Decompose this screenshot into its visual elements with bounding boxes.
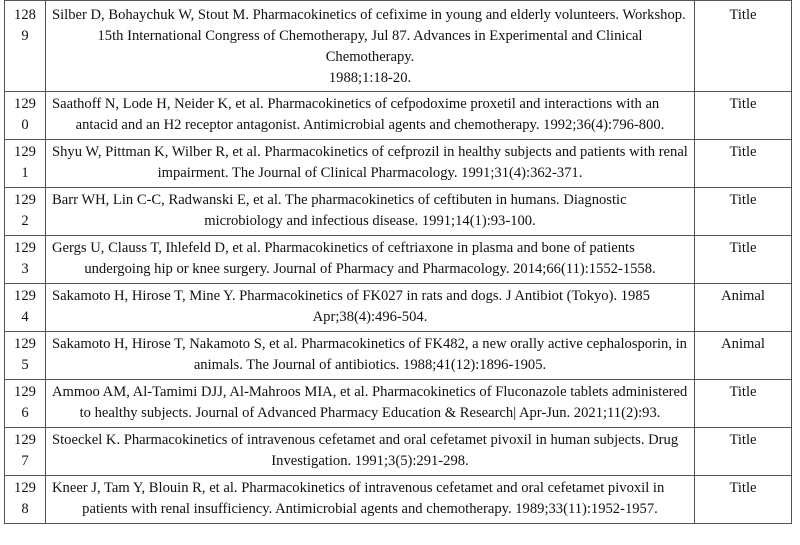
reference-text (46, 1, 695, 92)
row-number-part-a: 128 (14, 7, 36, 23)
row-number (5, 380, 46, 428)
row-number-part-b: 4 (21, 309, 29, 325)
table-row (5, 476, 792, 524)
row-number (5, 236, 46, 284)
category-label: Title (695, 92, 792, 140)
reference-text (46, 476, 695, 524)
reference-line: patients with renal insufficiency. Antimicrobial agents and chemotherapy. 1989;33(11):1952-1957. (82, 501, 658, 517)
row-number-part-b: 6 (21, 405, 29, 421)
reference-text (46, 140, 695, 188)
reference-line: to healthy subjects. Journal of Advanced Pharmacy Education & Research| Apr-Jun. 2021;11(2):93. (79, 405, 661, 421)
reference-line: Sakamoto H, Hirose T, Nakamoto S, et al. Pharmacokinetics of FK482, a new orally active cephalosporin, in (52, 336, 687, 352)
category-label: Title (695, 428, 792, 476)
table-row (5, 332, 792, 380)
category-label: Title (695, 188, 792, 236)
row-number-part-a: 129 (14, 384, 36, 400)
category-label: Animal (695, 332, 792, 380)
row-number (5, 428, 46, 476)
reference-line: animals. The Journal of antibiotics. 1988;41(12):1896-1905. (193, 357, 547, 373)
row-number-part-b: 3 (21, 261, 29, 277)
reference-text (46, 284, 695, 332)
table-row (5, 380, 792, 428)
reference-line: microbiology and infectious disease. 1991;14(1):93-100. (204, 213, 536, 229)
reference-line: Gergs U, Clauss T, Ihlefeld D, et al. Pharmacokinetics of ceftriaxone in plasma and bone of patients (52, 240, 635, 256)
row-number-part-a: 129 (14, 288, 36, 304)
reference-line: Saathoff N, Lode H, Neider K, et al. Pharmacokinetics of cefpodoxime proxetil and interactions with an (52, 96, 660, 112)
row-number (5, 188, 46, 236)
row-number-part-a: 129 (14, 192, 36, 208)
reference-line: 15th International Congress of Chemotherapy, Jul 87. Advances in Experimental and Clinical Chemotherapy. (97, 28, 643, 65)
row-number-part-b: 5 (21, 357, 29, 373)
reference-table (4, 0, 792, 524)
row-number (5, 476, 46, 524)
reference-line: undergoing hip or knee surgery. Journal of Pharmacy and Pharmacology. 2014;66(11):1552-1558. (84, 261, 656, 277)
reference-line: Barr WH, Lin C-C, Radwanski E, et al. The pharmacokinetics of ceftibuten in humans. Diagnostic (52, 192, 627, 208)
reference-line: Investigation. 1991;3(5):291-298. (271, 453, 469, 469)
row-number-part-b: 0 (21, 117, 29, 133)
row-number (5, 332, 46, 380)
reference-text (46, 332, 695, 380)
reference-text (46, 188, 695, 236)
reference-line: Silber D, Bohaychuk W, Stout M. Pharmacokinetics of cefixime in young and elderly volunteers. Workshop. (52, 7, 686, 23)
row-number-part-b: 1 (21, 165, 29, 181)
category-label: Title (695, 140, 792, 188)
table-row (5, 428, 792, 476)
reference-line: Stoeckel K. Pharmacokinetics of intravenous cefetamet and oral cefetamet pivoxil in human subjects. Drug (52, 432, 679, 448)
table-row (5, 1, 792, 92)
row-number (5, 1, 46, 92)
reference-text (46, 428, 695, 476)
row-number-part-a: 129 (14, 96, 36, 112)
reference-line: impairment. The Journal of Clinical Pharmacology. 1991;31(4):362-371. (157, 165, 583, 181)
reference-text (46, 236, 695, 284)
reference-line: Shyu W, Pittman K, Wilber R, et al. Pharmacokinetics of cefprozil in healthy subjects and patients with renal (52, 144, 688, 160)
row-number-part-a: 129 (14, 336, 36, 352)
row-number (5, 284, 46, 332)
table-row (5, 140, 792, 188)
row-number-part-a: 129 (14, 240, 36, 256)
row-number-part-b: 7 (21, 453, 29, 469)
reference-line: Ammoo AM, Al-Tamimi DJJ, Al-Mahroos MIA, et al. Pharmacokinetics of Fluconazole tablets administered (52, 384, 688, 400)
reference-line: antacid and an H2 receptor antagonist. Antimicrobial agents and chemotherapy. 1992;36(4):796-800. (75, 117, 665, 133)
reference-text (46, 92, 695, 140)
reference-line: 1988;1:18-20. (328, 70, 412, 86)
category-label: Title (695, 476, 792, 524)
row-number (5, 140, 46, 188)
row-number-part-b: 2 (21, 213, 29, 229)
reference-line: Kneer J, Tam Y, Blouin R, et al. Pharmacokinetics of intravenous cefetamet and oral cefetamet pivoxil in (52, 480, 665, 496)
category-label: Animal (695, 284, 792, 332)
category-label: Title (695, 380, 792, 428)
row-number (5, 92, 46, 140)
category-label: Title (695, 1, 792, 92)
table-row (5, 284, 792, 332)
row-number-part-b: 8 (21, 501, 29, 517)
row-number-part-a: 129 (14, 480, 36, 496)
table-row (5, 236, 792, 284)
reference-line: Sakamoto H, Hirose T, Mine Y. Pharmacokinetics of FK027 in rats and dogs. J Antibiot (Tokyo). 1985 (52, 288, 650, 304)
reference-line: Apr;38(4):496-504. (312, 309, 428, 325)
row-number-part-a: 129 (14, 432, 36, 448)
row-number-part-a: 129 (14, 144, 36, 160)
table-row (5, 188, 792, 236)
category-label: Title (695, 236, 792, 284)
row-number-part-b: 9 (21, 28, 29, 44)
reference-text (46, 380, 695, 428)
table-row (5, 92, 792, 140)
